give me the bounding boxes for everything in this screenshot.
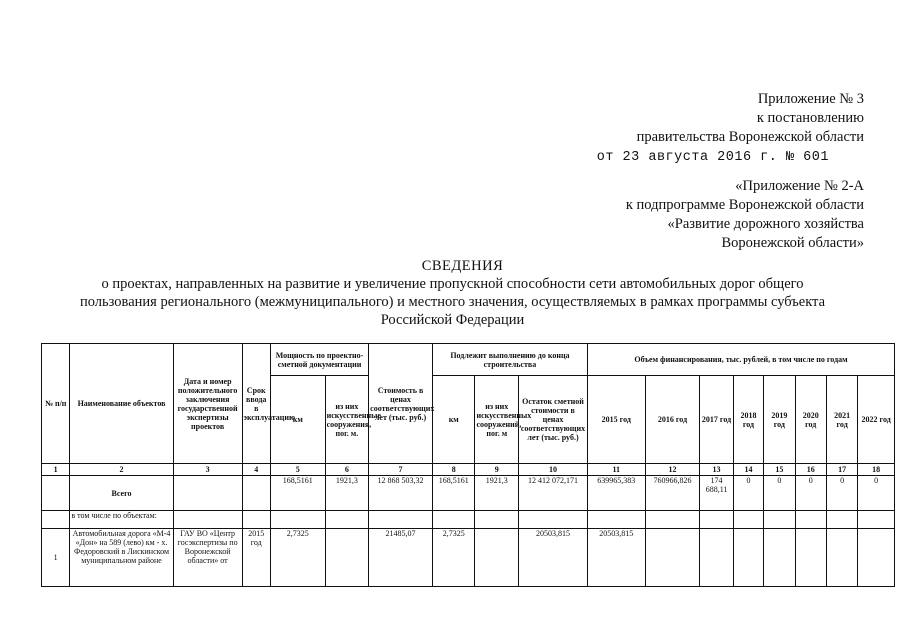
title-main: СВЕДЕНИЯ (421, 258, 504, 274)
row-capacity-art (325, 529, 369, 587)
column-number: 15 (764, 464, 795, 476)
total-cell (242, 476, 270, 511)
header-finance: Объем финансирования, тыс. рублей, в том числе по годам (587, 344, 894, 376)
subprogram-region: Воронежской области» (721, 235, 864, 251)
total-cell: 174 688,11 (700, 476, 733, 511)
column-number: 16 (795, 464, 826, 476)
row-year-2020 (795, 529, 826, 587)
header-year-2017: 2017 год (700, 376, 733, 464)
total-cell: 0 (858, 476, 895, 511)
subprogram-appendix: «Приложение № 2-А (735, 178, 864, 194)
row-todo-rest: 20503,815 (519, 529, 588, 587)
row-todo-km: 2,7325 (432, 529, 475, 587)
row-year-2017 (700, 529, 733, 587)
total-cell: 760966,826 (645, 476, 700, 511)
header-capacity-art: из них искусственные сооружения, пог. м. (325, 376, 369, 464)
total-cell: 0 (733, 476, 763, 511)
total-cell: 639965,383 (587, 476, 645, 511)
column-number: 1 (42, 464, 70, 476)
subprogram-ref: к подпрограмме Воронежской области (625, 197, 864, 213)
row-year-2019 (764, 529, 795, 587)
header-term: Срок ввода в эксплуатацию (242, 344, 270, 464)
subheading-row (42, 511, 895, 529)
title-line-3: Российской Федерации (380, 312, 525, 328)
total-cell: 0 (826, 476, 857, 511)
appendix-number: Приложение № 3 (757, 91, 864, 107)
subheading-label: в том числе по объектам: (70, 511, 173, 529)
header-expertise: Дата и номер положительного заключения государственной экспертизы проектов (173, 344, 242, 464)
total-cell: 0 (795, 476, 826, 511)
column-number: 12 (645, 464, 700, 476)
header-year-2021: 2021 год (826, 376, 857, 464)
column-number: 6 (325, 464, 369, 476)
row-term: 2015 год (242, 529, 270, 587)
row-year-2018 (733, 529, 763, 587)
row-number: 1 (42, 529, 70, 587)
total-cell (173, 476, 242, 511)
header-year-2022: 2022 год (858, 376, 895, 464)
total-row (42, 476, 895, 511)
row-capacity-km: 2,7325 (270, 529, 325, 587)
appendix-to-resolution: к постановлению (756, 110, 864, 126)
header-num: № п/п (42, 344, 70, 464)
row-year-2021 (826, 529, 857, 587)
row-expertise: ГАУ ВО «Центр госэкспертизы по Воронежской области» от (173, 529, 242, 587)
column-number: 5 (270, 464, 325, 476)
column-number: 9 (475, 464, 519, 476)
column-number: 11 (587, 464, 645, 476)
header-name: Наименование объектов (70, 344, 173, 464)
header-capacity: Мощность по проектно-сметной документации (270, 344, 368, 376)
row-year-2022 (858, 529, 895, 587)
header-todo-km: км (432, 376, 475, 464)
row-year-2015: 20503,815 (587, 529, 645, 587)
title-line-2: пользования регионального (межмуниципального) и местного значения, осуществляемых в рамках программы субъекта (79, 294, 826, 310)
column-number: 2 (70, 464, 173, 476)
total-cell: 168,5161 (432, 476, 475, 511)
total-cell (42, 476, 70, 511)
header-year-2020: 2020 год (795, 376, 826, 464)
total-cell: 12 868 503,32 (369, 476, 433, 511)
row-cost: 21485,07 (369, 529, 433, 587)
column-number: 8 (432, 464, 475, 476)
header-cost: Стоимость в ценах соответствующих лет (тыс. руб.) (369, 344, 433, 464)
total-cell: 168,5161 (270, 476, 325, 511)
column-number: 14 (733, 464, 763, 476)
header-year-2015: 2015 год (587, 376, 645, 464)
column-number: 18 (858, 464, 895, 476)
document-title (0, 257, 905, 329)
row-year-2016 (645, 529, 700, 587)
resolution-date-stamp: от 23 августа 2016 г. № 601 (596, 150, 829, 165)
total-cell: 1921,3 (475, 476, 519, 511)
row-object-name: Автомобильная дорога «М-4 «Дон» на 589 (лево) км - х. Федоровский в Лискинском муниципальном районе (70, 529, 173, 587)
header-year-2016: 2016 год (645, 376, 700, 464)
column-number: 4 (242, 464, 270, 476)
header-todo: Подлежит выполнению до конца строительства (432, 344, 587, 376)
column-number-row (42, 464, 895, 476)
column-number: 13 (700, 464, 733, 476)
appendix-header (597, 90, 864, 167)
header-capacity-km: км (270, 376, 325, 464)
table-row (42, 529, 895, 587)
row-todo-art (475, 529, 519, 587)
subprogram-title: «Развитие дорожного хозяйства (667, 216, 864, 232)
column-number: 10 (519, 464, 588, 476)
total-cell: 12 412 072,171 (519, 476, 588, 511)
projects-table (41, 343, 895, 587)
column-number: 3 (173, 464, 242, 476)
title-line-1: о проектах, направленных на развитие и увеличение пропускной способности сети автомобильных дорог общего (101, 276, 804, 292)
column-number: 7 (369, 464, 433, 476)
subprogram-header (626, 177, 864, 253)
header-year-2019: 2019 год (764, 376, 795, 464)
total-cell: 0 (764, 476, 795, 511)
column-number: 17 (826, 464, 857, 476)
header-todo-rest: Остаток сметной стоимости в ценах соответствующих лет (тыс. руб.) (519, 376, 588, 464)
header-todo-art: из них искусственных сооружений, пог. м (475, 376, 519, 464)
total-cell: 1921,3 (325, 476, 369, 511)
total-label: Всего (70, 476, 173, 511)
header-year-2018: 2018 год (733, 376, 763, 464)
appendix-government: правительства Воронежской области (636, 129, 864, 145)
